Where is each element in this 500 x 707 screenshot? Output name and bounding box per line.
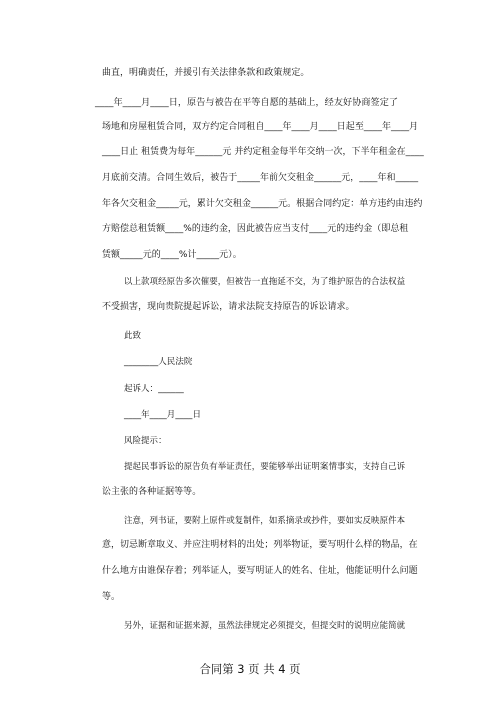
text-line: 方赔偿总租赁额____%的违约金，因此被告应当支付____元的违约金（即总租	[102, 224, 409, 234]
text-line: 讼主张的各种证据等等。	[102, 487, 202, 497]
text-line: 意，切忌断章取义、并应注明材料的出处；列举物证，要写明什么样的物品，在	[102, 540, 418, 550]
text-line: 等。	[102, 592, 121, 602]
page-footer: 合同第 3 页 共 4 页	[199, 662, 301, 676]
salutation: 此致	[124, 330, 142, 340]
text-line: 曲直，明确责任，并援引有关法律条款和政策规定。	[102, 68, 310, 78]
text-line: ____日止 租赁费为每年______元 并约定租金每半年交纳一次，下半年租金在____	[102, 147, 424, 157]
text-line: 不受损害，现向贵院提起诉讼，请求法院支持原告的诉讼请求。	[102, 302, 355, 312]
text-line: ____年____月____日，原告与被告在平等自愿的基础上，经友好协商签定了	[95, 98, 399, 108]
court-name-line: ________人民法院	[124, 356, 193, 366]
text-line: 赁额_____元的____%计_____元）。	[102, 250, 242, 260]
text-line: 提起民事诉讼的原告负有举证责任，要能够举出证明案情事实，支持自己诉	[124, 461, 406, 471]
text-line: 年各欠交租金_____元，累计欠交租金______元。根据合同约定：单方违约由违约	[102, 199, 423, 209]
text-line: 月底前交清。合同生效后，被告于_____年前欠交租金______元，____年和_____	[102, 173, 419, 183]
text-line: 另外，证据和证据来源，虽然法律规定必须提交，但提交时的说明应能简就	[124, 620, 406, 630]
text-line: 场地和房屋租赁合同，双方约定合同租自____年____月____日起至____年____月	[102, 122, 419, 132]
text-line: 以上款项经原告多次催要，但被告一直拖延不交，为了维护原告的合法权益	[124, 276, 406, 286]
text-line: 什么地方由谁保存着；列举证人，要写明证人的姓名、住址，他能证明什么问题	[102, 566, 418, 576]
plaintiff-line: 起诉人：______	[124, 383, 184, 393]
text-line: 注意，列书证，要附上原件或复制件，如系摘录或抄件，要如实反映原件本	[124, 515, 406, 525]
date-line: ____年____月____日	[124, 409, 201, 419]
risk-heading: 风险提示：	[124, 435, 167, 445]
